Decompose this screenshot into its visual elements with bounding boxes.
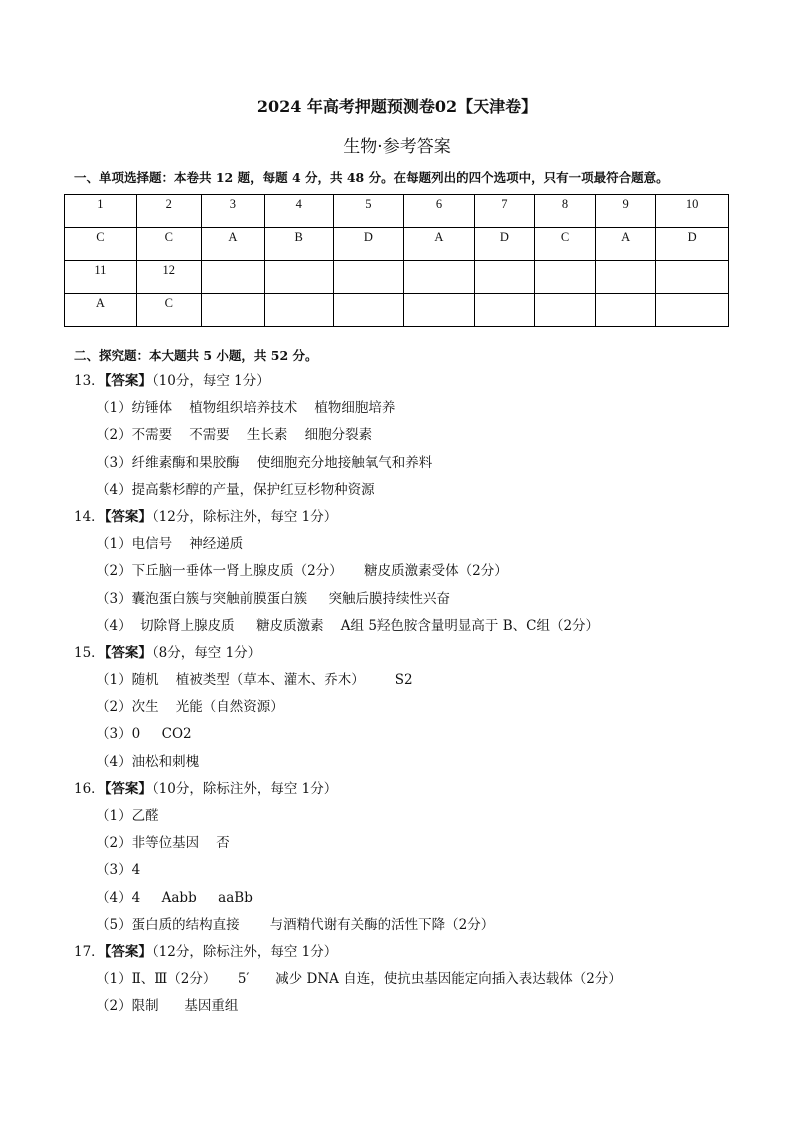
table-cell [264, 294, 333, 327]
answer-table [64, 194, 729, 327]
answer-line: （3）纤维素酶和果胶酶 使细胞充分地接触氧气和养料 [96, 454, 433, 471]
score-note: （8分，每空 1分） [151, 644, 262, 661]
table-cell: A [596, 228, 656, 261]
table-cell: 6 [404, 195, 475, 228]
table-cell: 10 [656, 195, 729, 228]
table-cell: A [201, 228, 264, 261]
table-cell [474, 294, 534, 327]
answer-line: （2）下丘脑一垂体一肾上腺皮质（2分） 糖皮质激素受体（2分） [96, 563, 508, 580]
answer-line: （4）提高紫杉醇的产量，保护红豆杉物种资源 [96, 481, 375, 498]
answer-tag: 【答案】 [104, 373, 152, 389]
table-cell [201, 294, 264, 327]
question-number: 13． [74, 373, 105, 389]
table-cell [404, 294, 475, 327]
table-cell: 2 [136, 195, 201, 228]
table-cell: 7 [474, 195, 534, 228]
table-cell: 3 [201, 195, 264, 228]
question-heading [74, 508, 754, 535]
answer-line: （3）0 CO2 [96, 726, 192, 743]
table-cell [333, 294, 404, 327]
score-note: （10分，每空 1分） [151, 373, 270, 389]
table-cell: D [656, 228, 729, 261]
page-subtitle: 生物·参考答案 [343, 137, 451, 157]
question-number: 16． [74, 780, 105, 797]
table-cell: 1 [65, 195, 137, 228]
table-cell [656, 294, 729, 327]
table-cell [333, 261, 404, 294]
table-cell [264, 261, 333, 294]
answer-line: （1）随机 植被类型（草本、灌木、乔木） S2 [96, 672, 413, 689]
table-row [65, 294, 729, 327]
answer-line: （2）不需要 不需要 生长素 细胞分裂素 [96, 427, 373, 444]
question-number: 14． [74, 508, 105, 525]
question-heading [74, 943, 754, 970]
table-cell [596, 261, 656, 294]
table-cell: 11 [65, 261, 137, 294]
table-cell: A [404, 228, 475, 261]
table-cell [534, 294, 595, 327]
answer-tag: 【答案】 [104, 943, 152, 960]
score-note: （12分，除标注外，每空 1分） [151, 508, 338, 525]
table-row [65, 261, 729, 294]
section-1-heading: 一、单项选择题：本卷共 12 题，每题 4 分，共 48 分。在每题列出的四个选项中，只有一项最符合题意。 [74, 170, 669, 185]
question-heading [74, 644, 754, 671]
table-cell: 4 [264, 195, 333, 228]
answer-line: （1）纺锤体 植物组织培养技术 植物细胞培养 [96, 400, 396, 417]
table-cell [534, 261, 595, 294]
score-note: （10分，除标注外，每空 1分） [151, 780, 338, 797]
answer-line: （2）非等位基因 否 [96, 835, 230, 852]
table-cell: D [474, 228, 534, 261]
answer-tag: 【答案】 [104, 508, 152, 525]
answer-line: （2）次生 光能（自然资源） [96, 699, 284, 716]
question-number: 17． [74, 943, 105, 960]
table-cell: C [65, 228, 137, 261]
table-cell [201, 261, 264, 294]
answer-tag: 【答案】 [104, 644, 152, 661]
table-cell: 5 [333, 195, 404, 228]
answer-line: （4） 切除肾上腺皮质 糖皮质激素 A组 5羟色胺含量明显高于 B、C组（2分） [96, 617, 600, 634]
answer-line: （3）4 [96, 862, 141, 879]
answer-line: （1）电信号 神经递质 [96, 536, 244, 553]
table-cell [656, 261, 729, 294]
question-number: 15． [74, 644, 105, 661]
answer-line: （1）乙醛 [96, 808, 159, 824]
table-cell: 8 [534, 195, 595, 228]
table-cell [474, 261, 534, 294]
table-cell: C [136, 294, 201, 327]
answer-line: （1）Ⅱ、Ⅲ（2分） 5′ 减少 DNA 自连，使抗虫基因能定向插入表达载体（2分） [96, 971, 622, 988]
table-cell [404, 261, 475, 294]
answer-line: （3）囊泡蛋白簇与突触前膜蛋白簇 突触后膜持续性兴奋 [96, 590, 451, 607]
answer-line: （4）油松和刺槐 [96, 753, 200, 770]
table-cell: 12 [136, 261, 201, 294]
score-note: （12分，除标注外，每空 1分） [151, 943, 338, 960]
answer-line: （5）蛋白质的结构直接 与酒精代谢有关酶的活性下降（2分） [96, 916, 495, 933]
question-list [74, 372, 754, 1025]
answer-tag: 【答案】 [104, 780, 152, 797]
answer-line: （4）4 Aabb aaBb [96, 889, 253, 906]
page-title: 2024 年高考押题预测卷02【天津卷】 [256, 97, 538, 116]
table-cell: A [65, 294, 137, 327]
table-cell: B [264, 228, 333, 261]
answer-line: （2）限制 基因重组 [96, 998, 239, 1015]
question-heading [74, 780, 754, 807]
table-cell: D [333, 228, 404, 261]
question-heading [74, 372, 754, 399]
table-cell: C [136, 228, 201, 261]
table-cell: 9 [596, 195, 656, 228]
table-cell [596, 294, 656, 327]
table-cell: C [534, 228, 595, 261]
section-2-heading: 二、探究题：本大题共 5 小题，共 52 分。 [74, 348, 318, 363]
table-row [65, 195, 729, 228]
table-row [65, 228, 729, 261]
